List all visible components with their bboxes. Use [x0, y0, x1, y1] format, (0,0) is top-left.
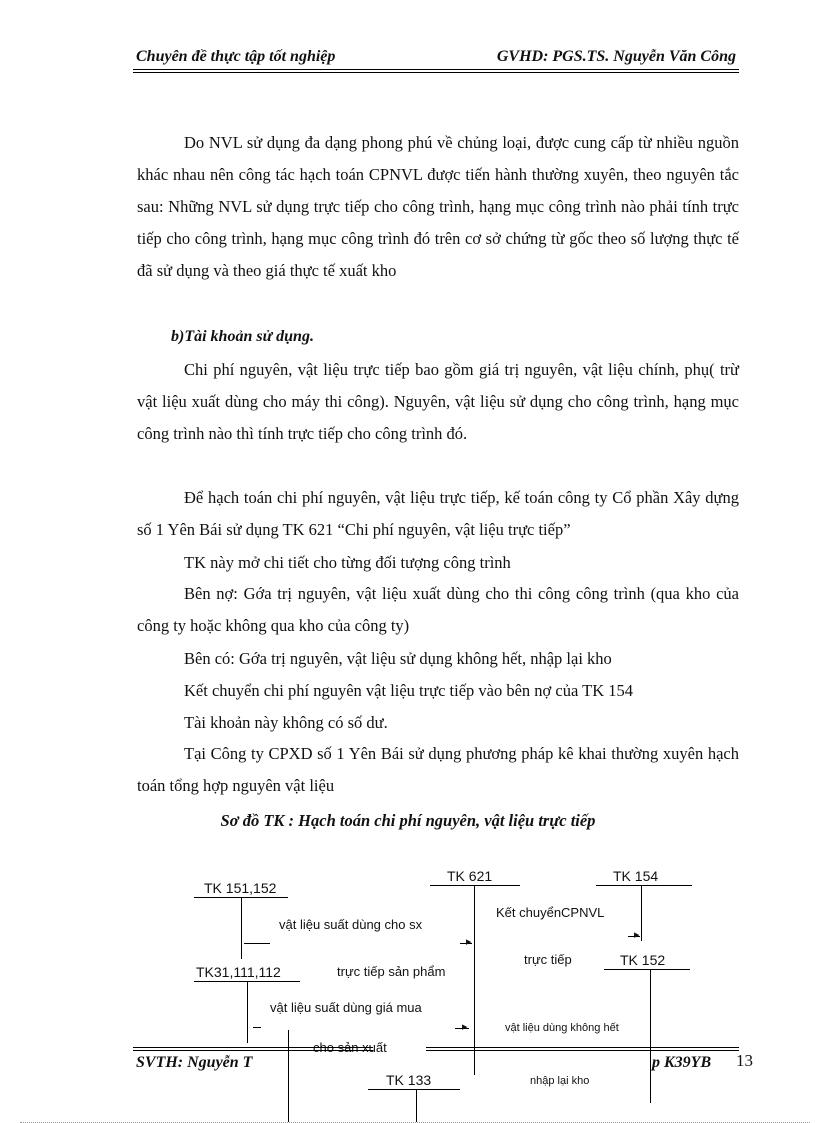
page-number: 13: [736, 1051, 753, 1070]
connector-tick-1: [244, 943, 270, 944]
connector-tick-2: [253, 1027, 261, 1028]
account-tk154-bar: [596, 885, 692, 886]
paragraph-4: TK này mở chi tiết cho từng đối tượng công trình: [184, 553, 511, 572]
footer-rule-left: [133, 1047, 373, 1048]
flow-label-direct: trực tiếp: [524, 952, 572, 967]
flow-label-production: cho sản xuất: [313, 1040, 387, 1055]
account-tk152-stem: [650, 969, 651, 1103]
header-title: Chuyên đề thực tập tốt nghiệp: [136, 48, 336, 65]
header-supervisor: GVHD: PGS.TS. Nguyễn Văn Công: [496, 48, 736, 65]
footer-rule-right-2: [426, 1050, 739, 1051]
account-tk152-label: TK 152: [620, 952, 666, 968]
flow-label-direct-product: trực tiếp sản phẩm: [337, 964, 446, 979]
paragraph-2: Chi phí nguyên, vật liệu trực tiếp bao gồm giá trị nguyên, vật liệu chính, phụ( trừ vật liệu xuất dùng cho máy thi công). Nguyên, vật liệu sử dụng cho công trình, hạng mục công trình nào thì tính trực tiếp cho công trình đó.: [137, 360, 739, 443]
footer-rule-left-2: [133, 1050, 373, 1051]
arrow-right-icon: ▸: [466, 935, 472, 948]
paragraph-1: Do NVL sử dụng đa dạng phong phú về chủng loại, được cung cấp từ nhiều nguồn khác nhau nên công tác hạch toán CPNVL được tiến hành thường xuyên, theo nguyên tắc sau: Những NVL sử dụng trực tiếp cho công trình, hạng mục công trình nào phải tính trực tiếp cho công trình, hạng mục công trình đó trên cơ sở chứng từ gốc theo số lượng thực tế đã sử dụng và theo giá thực tế xuất kho: [137, 133, 739, 280]
paragraph-9: Tại Công ty CPXD số 1 Yên Bái sử dụng phương pháp kê khai thường xuyên hạch toán tổng hợp nguyên vật liệu: [137, 744, 739, 795]
account-tk152-bar: [604, 969, 690, 970]
arrow-right-icon: ▸: [634, 928, 640, 941]
diagram-title: Sơ đồ TK : Hạch toán chi phí nguyên, vật liệu trực tiếp: [220, 811, 596, 830]
account-tk133-label: TK 133: [386, 1072, 432, 1088]
flow-label-purchase: vật liệu suất dùng giá mua: [270, 1000, 422, 1015]
header-rule-thin: [133, 72, 739, 73]
flow-label-material-issue: vật liệu suất dùng cho sx: [279, 917, 423, 932]
footer-rule-right: [426, 1047, 739, 1048]
flow-label-unused: vật liệu dùng không hết: [505, 1022, 619, 1034]
account-tk31-stem: [247, 981, 248, 1043]
account-tk154-label: TK 154: [613, 868, 659, 884]
section-subheading: b)Tài khoản sử dụng.: [171, 328, 314, 345]
account-tk154-stem: [641, 885, 642, 941]
arrow-right-icon: ▸: [462, 1020, 468, 1033]
account-tk151-stem: [241, 897, 242, 959]
footer-class: p K39YB: [652, 1054, 712, 1071]
header-rule: [133, 69, 739, 70]
paragraph-8: Tài khoản này không có số dư.: [184, 713, 388, 732]
account-tk151-label: TK 151,152: [204, 880, 277, 896]
account-tk133-bar: [368, 1089, 460, 1090]
paragraph-7: Kết chuyển chi phí nguyên vật liệu trực tiếp vào bên nợ của TK 154: [184, 681, 633, 700]
flow-label-transfer: Kết chuyểnCPNVL: [496, 905, 605, 920]
account-tk31-label: TK31,111,112: [196, 964, 281, 980]
connector-line-left: [288, 1030, 289, 1122]
paragraph-6: Bên có: Gớa trị nguyên, vật liệu sử dụng không hết, nhập lại kho: [184, 649, 612, 668]
account-tk621-label: TK 621: [447, 868, 493, 884]
account-tk133-stem: [416, 1089, 417, 1122]
page-header: [136, 48, 736, 68]
flow-label-return: nhập lại kho: [530, 1075, 590, 1087]
paragraph-3: Để hạch toán chi phí nguyên, vật liệu trực tiếp, kế toán công ty Cổ phần Xây dựng số 1 Yên Bái sử dụng TK 621 “Chi phí nguyên, vật liệu trực tiếp”: [137, 488, 739, 539]
footer-student: SVTH: Nguyễn T: [136, 1054, 253, 1071]
paragraph-5: Bên nợ: Gớa trị nguyên, vật liệu xuất dùng cho thi công công trình (qua kho của công ty hoặc không qua kho của công ty): [137, 584, 739, 635]
account-tk621-bar: [430, 885, 520, 886]
